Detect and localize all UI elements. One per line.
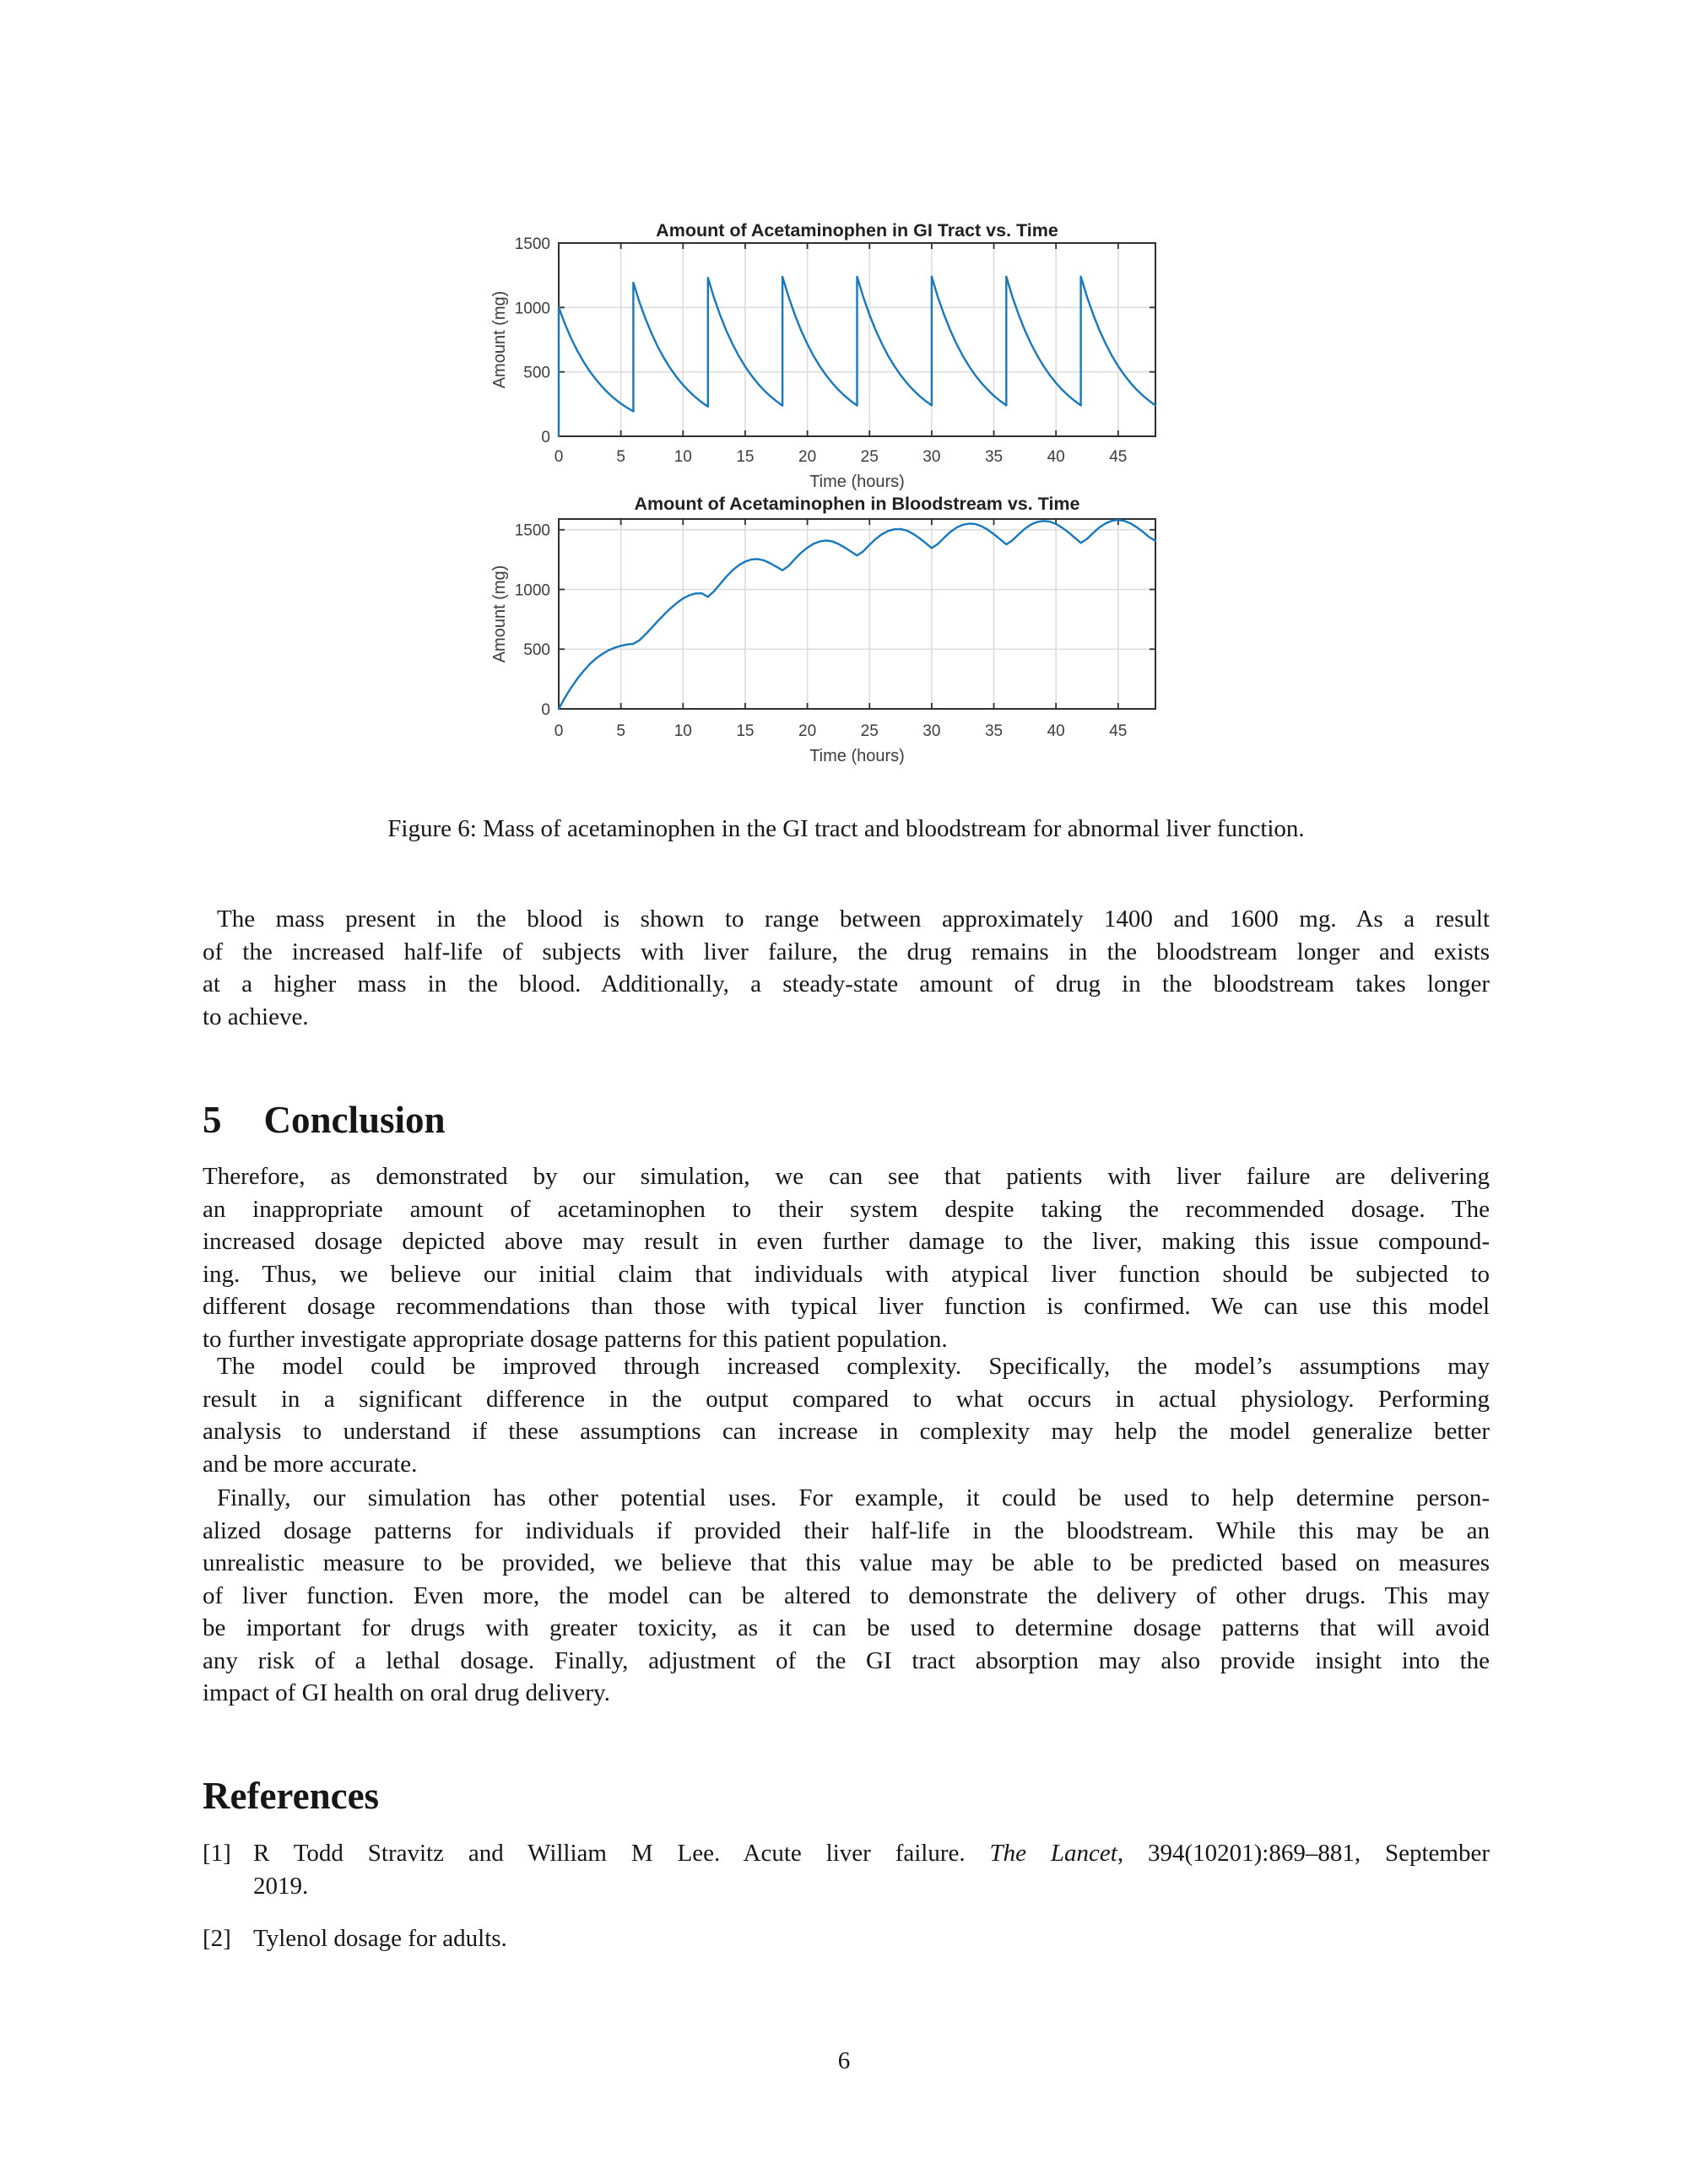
text-line: different dosage recommendations than those with typical liver function is confirmed. We can use this model xyxy=(203,1293,1490,1320)
y-tick-label: 500 xyxy=(523,364,550,382)
x-tick-label: 25 xyxy=(860,448,879,466)
reference-label: [2] xyxy=(203,1925,231,1952)
text-line: impact of GI health on oral drug delivery. xyxy=(203,1679,610,1706)
text-line: unrealistic measure to be provided, we believe that this value may be able to be predicted based on measures xyxy=(203,1549,1490,1576)
text-line: The mass present in the blood is shown to range between approximately 1400 and 1600 mg. As a result xyxy=(217,905,1490,933)
text-line: Finally, our simulation has other potential uses. For example, it could be used to help determine person- xyxy=(217,1484,1490,1511)
reference-text xyxy=(253,1837,1490,1902)
text-line: result in a significant difference in the output compared to what occurs in actual physiology. Performing xyxy=(203,1385,1490,1413)
x-tick-label: 35 xyxy=(984,722,1004,740)
text-line: to achieve. xyxy=(203,1003,309,1030)
figure-caption: Figure 6: Mass of acetaminophen in the GI tract and bloodstream for abnormal liver function. xyxy=(387,815,1305,842)
x-tick-label: 45 xyxy=(1109,722,1128,740)
page-number: 6 xyxy=(837,2047,851,2074)
x-tick-label: 20 xyxy=(798,448,817,466)
x-tick-label: 5 xyxy=(616,448,625,466)
y-tick-label: 1000 xyxy=(514,581,550,600)
text-line: an inappropriate amount of acetaminophen to their system despite taking the recommended dosage. The xyxy=(203,1195,1490,1223)
x-tick-label: 0 xyxy=(554,448,564,466)
x-tick-label: 25 xyxy=(860,722,879,740)
text-line xyxy=(253,1837,1490,1870)
text-line: and be more accurate. xyxy=(203,1450,418,1478)
reference-text-part: , 394(10201):869–881, September xyxy=(1117,1840,1491,1867)
text-line: any risk of a lethal dosage. Finally, adjustment of the GI tract absorption may also provide insight into the xyxy=(203,1646,1490,1674)
text-line: alized dosage patterns for individuals if provided their half-life in the bloodstream. While this may be an xyxy=(203,1516,1490,1544)
y-tick-label: 0 xyxy=(541,429,550,446)
x-tick-label: 30 xyxy=(922,722,941,740)
text-line: increased dosage depicted above may result in even further damage to the liver, making this issue compound- xyxy=(203,1228,1490,1255)
reference-text-part: R Todd Stravitz and William M Lee. Acute liver failure. xyxy=(253,1840,990,1867)
text-line: ing. Thus, we believe our initial claim that individuals with atypical liver function should be subjected to xyxy=(203,1260,1490,1288)
reference-text: Tylenol dosage for adults. xyxy=(253,1925,507,1952)
text-line: The model could be improved through increased complexity. Specifically, the model’s assumptions may xyxy=(217,1353,1490,1380)
chart-title: Amount of Acetaminophen in Bloodstream vs. Time xyxy=(634,494,1080,514)
body-paragraph xyxy=(203,903,1490,1033)
x-tick-label: 35 xyxy=(984,448,1004,466)
text-line: 2019. xyxy=(253,1872,309,1900)
y-tick-label: 0 xyxy=(541,701,550,719)
y-tick-label: 1000 xyxy=(514,300,550,318)
y-tick-label: 500 xyxy=(523,641,550,660)
series-line xyxy=(559,520,1155,709)
y-tick-label: 1500 xyxy=(514,522,550,540)
conclusion-paragraph-1 xyxy=(203,1160,1490,1355)
reference-label: [1] xyxy=(203,1840,231,1867)
x-tick-label: 10 xyxy=(674,448,692,466)
y-axis-label: Amount (mg) xyxy=(490,565,509,663)
x-tick-label: 5 xyxy=(616,722,625,740)
chart-title: Amount of Acetaminophen in GI Tract vs. Time xyxy=(656,220,1058,241)
y-tick-label: 1500 xyxy=(514,235,550,253)
text-line: of the increased half-life of subjects with liver failure, the drug remains in the bloodstream longer and exists xyxy=(203,938,1490,965)
x-axis-label: Time (hours) xyxy=(809,473,905,491)
conclusion-paragraph-2 xyxy=(203,1350,1490,1480)
text-line: at a higher mass in the blood. Additionally, a steady-state amount of drug in the bloodstream takes longer xyxy=(203,970,1490,997)
text-line: Therefore, as demonstrated by our simulation, we can see that patients with liver failure are delivering xyxy=(203,1163,1490,1190)
axes-box xyxy=(559,519,1155,709)
conclusion-paragraph-3 xyxy=(203,1482,1490,1710)
x-tick-label: 40 xyxy=(1047,722,1065,740)
section-number: 5 xyxy=(203,1099,222,1141)
section-heading-conclusion xyxy=(203,1099,1490,1141)
x-tick-label: 30 xyxy=(922,448,941,466)
x-tick-label: 0 xyxy=(554,722,564,740)
text-line: to further investigate appropriate dosage patterns for this patient population. xyxy=(203,1325,948,1353)
bloodstream-chart xyxy=(481,489,1173,772)
x-tick-label: 15 xyxy=(736,448,755,466)
series-line xyxy=(559,277,1155,436)
references-heading: References xyxy=(203,1775,380,1817)
y-axis-label: Amount (mg) xyxy=(490,290,509,389)
x-tick-label: 45 xyxy=(1109,448,1128,466)
reference-item xyxy=(203,1922,1490,1955)
gi-tract-chart xyxy=(481,211,1173,494)
text-line: analysis to understand if these assumptions can increase in complexity may help the model generalize better xyxy=(203,1418,1490,1445)
text-line: of liver function. Even more, the model can be altered to demonstrate the delivery of other drugs. This may xyxy=(203,1581,1490,1609)
x-tick-label: 10 xyxy=(674,722,692,740)
text-line: be important for drugs with greater toxicity, as it can be used to determine dosage patterns that will avoid xyxy=(203,1614,1490,1641)
x-tick-label: 40 xyxy=(1047,448,1065,466)
reference-journal: The Lancet xyxy=(989,1840,1117,1867)
x-tick-label: 20 xyxy=(798,722,817,740)
reference-item xyxy=(203,1837,1490,1902)
x-tick-label: 15 xyxy=(736,722,755,740)
x-axis-label: Time (hours) xyxy=(809,747,905,765)
section-title: Conclusion xyxy=(263,1099,446,1141)
